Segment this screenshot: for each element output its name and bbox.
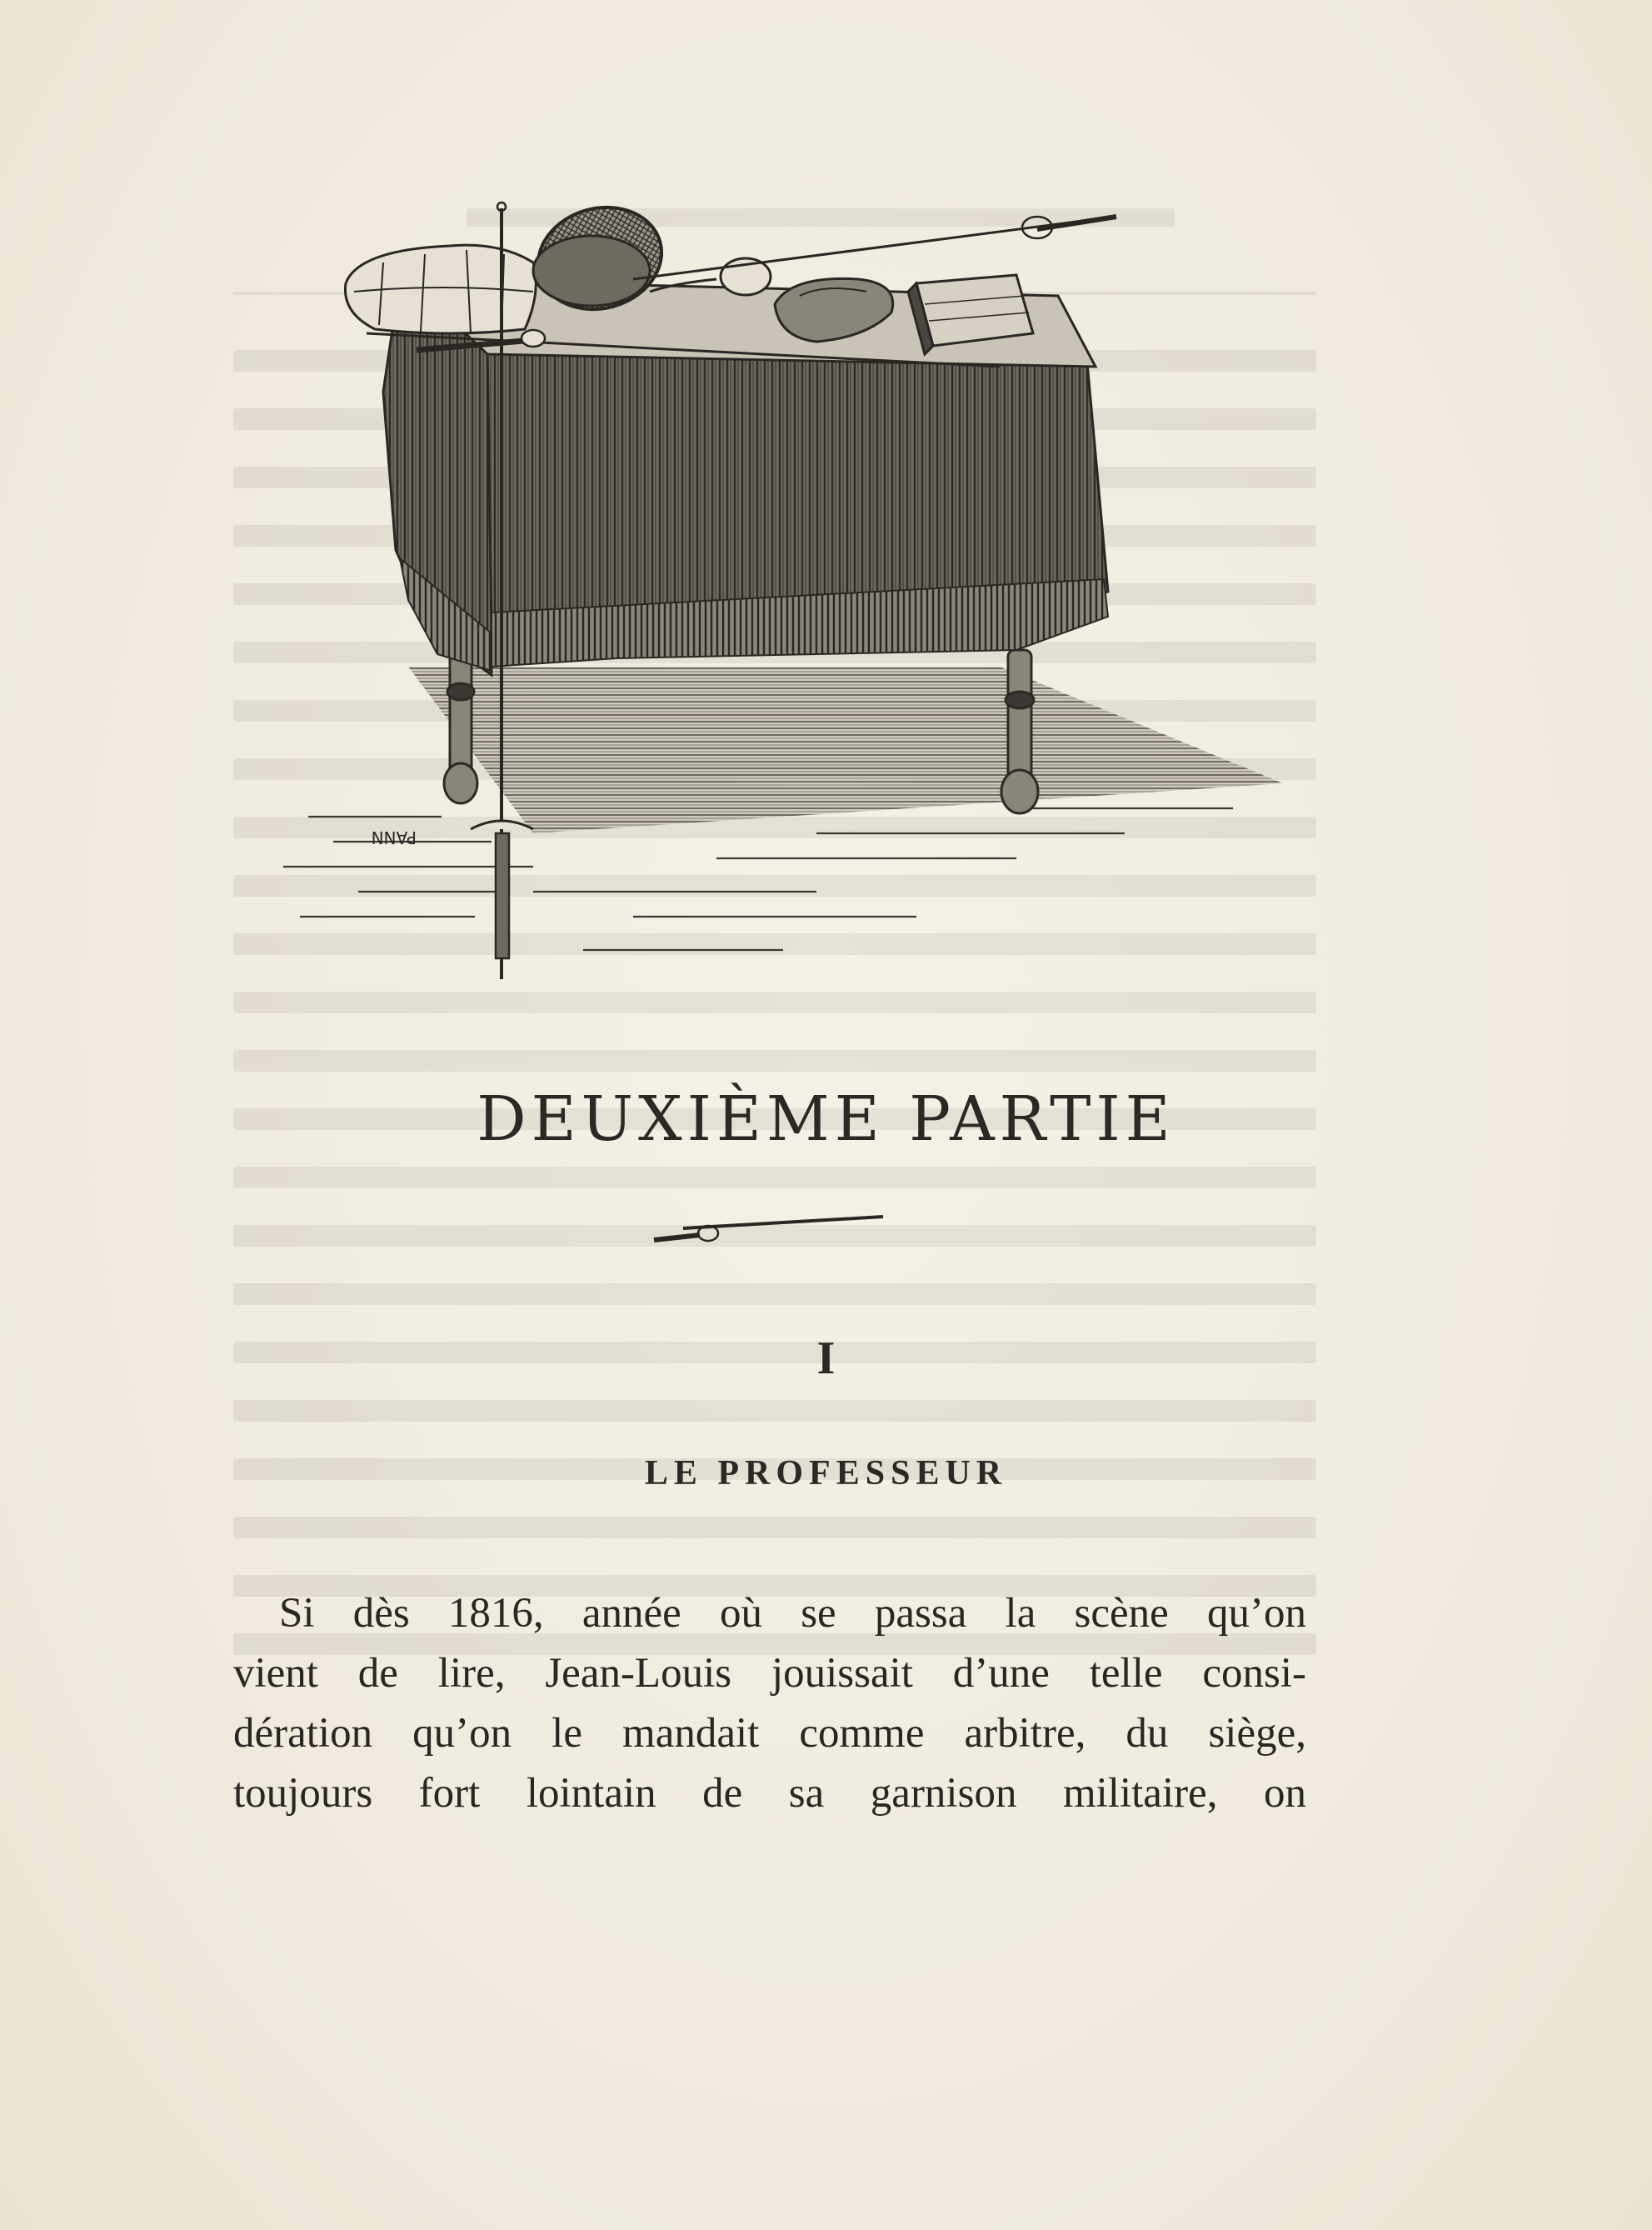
body-line: dération qu’on le mandait comme arbitre, du siège, xyxy=(233,1710,1306,1757)
part-title: DEUXIÈME PARTIE xyxy=(477,1083,1175,1155)
chapter-title: LE PROFESSEUR xyxy=(644,1454,1008,1492)
ornamental-foil-divider xyxy=(650,1210,891,1247)
body-line: vient de lire, Jean-Louis jouissait d’une telle consi- xyxy=(233,1650,1306,1697)
engraver-signature: PANN xyxy=(371,828,417,848)
chapter-number: I xyxy=(816,1332,836,1384)
body-line: toujours fort lointain de sa garnison militaire, on xyxy=(233,1770,1306,1817)
cushion xyxy=(345,245,536,333)
body-line: Si dès 1816, année où se passa la scène qu’on xyxy=(279,1590,1306,1637)
fencing-table-engraving xyxy=(283,200,1308,983)
body-paragraph xyxy=(233,1583,1306,1823)
